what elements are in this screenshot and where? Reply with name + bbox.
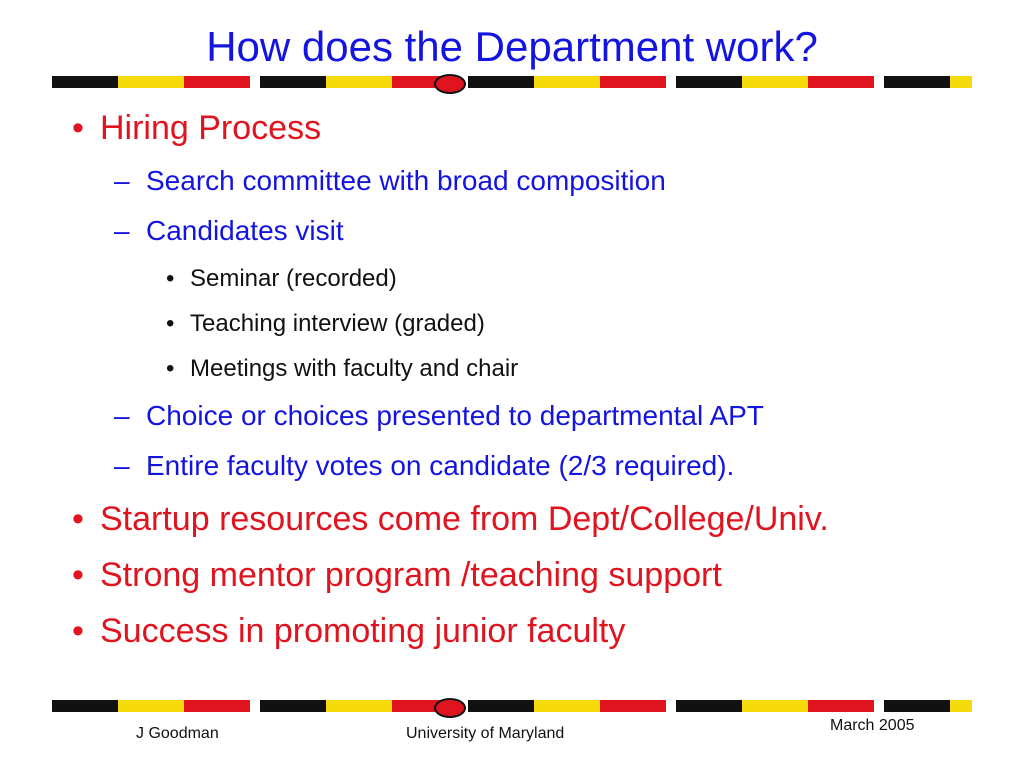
flag-cross-mark — [434, 74, 466, 94]
bullet-marker: • — [166, 310, 175, 337]
dash-marker: – — [114, 400, 130, 431]
sub-bullet-text: Choice or choices presented to departmental APT — [146, 400, 764, 431]
footer-date: March 2005 — [830, 717, 915, 734]
bullet-promoting-faculty — [0, 611, 1024, 651]
sub-bullet-search-committee — [0, 164, 1024, 198]
bullet-startup-resources — [0, 499, 1024, 539]
bottom-flag-stripe — [52, 700, 972, 712]
bullet-mentor-program — [0, 555, 1024, 595]
bullet-marker: • — [72, 556, 84, 594]
bullet-marker: • — [72, 109, 84, 147]
sub-sub-bullet-seminar — [0, 264, 1024, 294]
bullet-marker: • — [72, 612, 84, 650]
slide-body — [0, 108, 1024, 667]
dash-marker: – — [114, 450, 130, 481]
sub-bullet-text: Search committee with broad composition — [146, 165, 666, 196]
slide-title: How does the Department work? — [206, 23, 818, 70]
footer-institution: University of Maryland — [406, 725, 565, 742]
dash-marker: – — [114, 215, 130, 246]
sub-bullet-choices-presented — [0, 399, 1024, 433]
bullet-marker: • — [72, 500, 84, 538]
sub-sub-bullet-teaching-interview — [0, 309, 1024, 339]
sub-bullet-text: Candidates visit — [146, 215, 344, 246]
bullet-text: Hiring Process — [100, 109, 322, 147]
sub-sub-bullet-text: Meetings with faculty and chair — [190, 355, 519, 382]
sub-bullet-faculty-votes — [0, 449, 1024, 483]
bullet-text: Strong mentor program /teaching support — [100, 556, 722, 594]
flag-cross-mark — [434, 698, 466, 718]
top-flag-stripe — [52, 76, 972, 88]
bullet-marker: • — [166, 265, 175, 292]
sub-bullet-candidates-visit — [0, 214, 1024, 248]
bullet-text: Startup resources come from Dept/College/Univ. — [100, 500, 829, 538]
sub-sub-bullet-text: Seminar (recorded) — [190, 265, 397, 292]
sub-bullet-text: Entire faculty votes on candidate (2/3 required). — [146, 450, 735, 481]
sub-sub-bullet-text: Teaching interview (graded) — [190, 310, 485, 337]
bullet-marker: • — [166, 355, 175, 382]
footer-author: J Goodman — [136, 725, 219, 742]
bullet-text: Success in promoting junior faculty — [100, 612, 626, 650]
bullet-hiring-process — [0, 108, 1024, 148]
dash-marker: – — [114, 165, 130, 196]
sub-sub-bullet-meetings — [0, 354, 1024, 384]
